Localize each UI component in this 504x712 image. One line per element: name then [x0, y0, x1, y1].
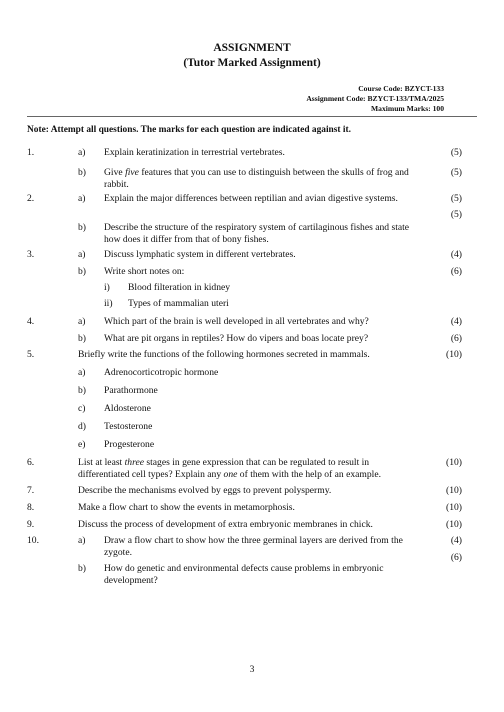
sub-label: a): [78, 367, 86, 378]
question-text: Parathormone: [104, 385, 158, 396]
question-text: How do genetic and environmental defects cause problems in embryonic development?: [104, 563, 384, 586]
question-number: 2.: [27, 193, 35, 204]
question-text: Testosterone: [104, 421, 153, 432]
marks: (10): [446, 349, 462, 360]
roman-label: i): [104, 282, 110, 293]
question-number: 6.: [27, 457, 35, 468]
marks: (5): [450, 209, 462, 220]
marks: (4): [450, 535, 462, 546]
question-text: Aldosterone: [104, 403, 151, 414]
question-text: Discuss lymphatic system in different vertebrates.: [104, 249, 296, 260]
marks: (4): [450, 249, 462, 260]
question-text: Progesterone: [104, 439, 155, 450]
question-text: What are pit organs in reptiles? How do vipers and boas locate prey?: [104, 333, 369, 344]
marks: (5): [450, 193, 462, 204]
sub-label: a): [78, 316, 86, 327]
assignment-title: ASSIGNMENT: [213, 42, 291, 54]
question-text: List at least three stages in gene expression that can be regulated to result in differentiated cell types? Explain any one of them with the help of an example.: [78, 457, 382, 480]
sub-label: a): [78, 147, 86, 158]
sub-label: b): [78, 385, 86, 396]
marks: (10): [446, 519, 462, 530]
question-text: Discuss the process of development of extra embryonic membranes in chick.: [78, 519, 373, 530]
maximum-marks: Maximum Marks: 100: [371, 104, 444, 113]
question-number: 7.: [27, 485, 35, 496]
sub-label: b): [78, 167, 86, 178]
question-number: 9.: [27, 519, 35, 530]
question-number: 4.: [27, 316, 35, 327]
assignment-subtitle: (Tutor Marked Assignment): [183, 57, 321, 69]
marks: (5): [450, 147, 462, 158]
question-text: Describe the mechanisms evolved by eggs to prevent polyspermy.: [78, 485, 332, 496]
instructions-note: Note: Attempt all questions. The marks for each question are indicated against it.: [27, 125, 351, 135]
sub-label: b): [78, 266, 86, 277]
header-divider: [27, 116, 477, 117]
marks: (10): [446, 457, 462, 468]
sub-label: a): [78, 249, 86, 260]
sub-label: e): [78, 439, 86, 450]
question-text: Blood filteration in kidney: [128, 282, 231, 293]
sub-label: c): [78, 403, 86, 414]
sub-label: b): [78, 563, 86, 574]
sub-label: b): [78, 333, 86, 344]
question-text: Which part of the brain is well developed in all vertebrates and why?: [104, 316, 369, 327]
roman-label: ii): [104, 298, 113, 309]
marks: (4): [450, 316, 462, 327]
question-number: 10.: [27, 535, 39, 546]
marks: (10): [446, 502, 462, 513]
question-text: Adrenocorticotropic hormone: [104, 367, 219, 378]
question-text: Make a flow chart to show the events in metamorphosis.: [78, 502, 295, 513]
question-text: Briefly write the functions of the following hormones secreted in mammals.: [78, 349, 370, 360]
question-text: Draw a flow chart to show how the three germinal layers are derived from the zygote.: [104, 535, 403, 558]
question-text: Explain keratinization in terrestrial vertebrates.: [104, 147, 285, 158]
page-number: 3: [249, 664, 255, 675]
marks: (10): [446, 485, 462, 496]
question-text: Explain the major differences between reptilian and avian digestive systems.: [104, 193, 398, 204]
question-number: 8.: [27, 502, 35, 513]
question-text: Describe the structure of the respiratory system of cartilaginous fishes and state how does it differ from that of bony fishes.: [104, 222, 410, 245]
marks: (6): [450, 333, 462, 344]
question-number: 1.: [27, 147, 35, 158]
sub-label: a): [78, 535, 86, 546]
sub-label: a): [78, 193, 86, 204]
question-text: Types of mammalian uteri: [128, 298, 229, 309]
marks: (5): [450, 167, 462, 178]
sub-label: d): [78, 421, 86, 432]
question-number: 5.: [27, 349, 35, 360]
question-text: Give five features that you can use to distinguish between the skulls of frog and rabbit.: [104, 167, 409, 190]
assignment-code: Assignment Code: BZYCT-133/TMA/2025: [306, 94, 444, 103]
question-text: Write short notes on:: [104, 266, 185, 277]
marks: (6): [450, 552, 462, 563]
sub-label: b): [78, 222, 86, 233]
marks: (6): [450, 266, 462, 277]
question-number: 3.: [27, 249, 35, 260]
course-code: Course Code: BZYCT-133: [358, 84, 444, 93]
